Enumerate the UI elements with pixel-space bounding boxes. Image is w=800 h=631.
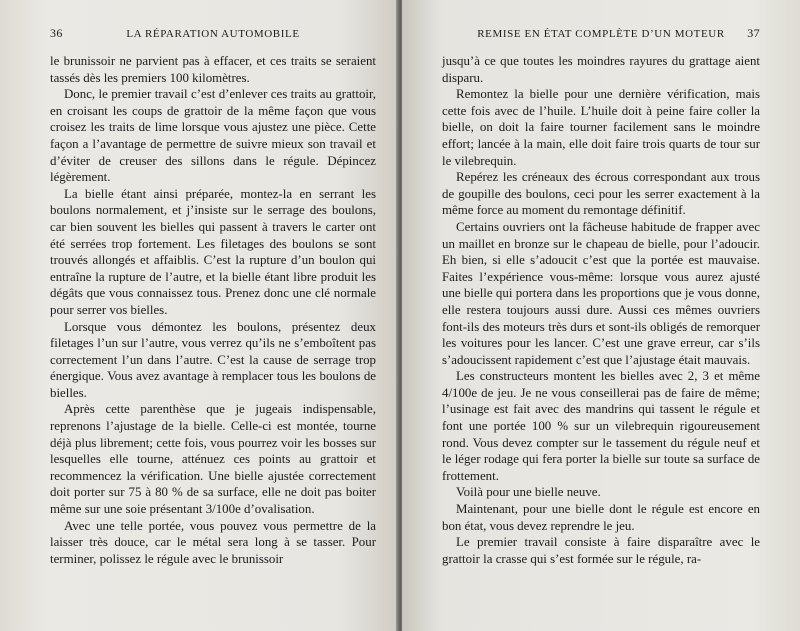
right-running-title: REMISE EN ÉTAT COMPLÈTE D’UN MOTEUR: [477, 28, 725, 40]
right-running-head: [442, 26, 760, 41]
left-running-title: LA RÉPARATION AUTOMOBILE: [126, 28, 300, 40]
paragraph: jusqu’à ce que toutes les moindres rayures du grattage aient disparu.: [442, 54, 760, 85]
paragraph: Certains ouvriers ont la fâcheuse habitude de frapper avec un maillet en bronze sur le chapeau de bielle, pour l’adoucir. Eh bien, si elle s’adoucit c’est que la portée est mauvaise. Faites l’expérience vous-même: lorsque vous aurez ajusté une bielle qui portera dans les proportions que je vous donne, elle restera toujours aussi dure. Aussi ces mêmes ouvriers font-ils des moteurs très durs et sont-ils obligés de remorquer les voitures pour les lancer. C’est une grave erreur, car s’ils s’adoucissent rapidement c’est que l’ajustage était mauvais.: [442, 219, 760, 367]
left-page-text: [50, 53, 376, 567]
paragraph: le brunissoir ne parvient pas à effacer, et ces traits se seraient tassés dès les premiers 100 kilomètres.: [50, 54, 376, 85]
left-page-number: 36: [50, 26, 63, 40]
right-page: [402, 0, 800, 631]
paragraph: Avec une telle portée, vous pouvez vous permettre de la laisser très douce, car le métal sera long à se tasser. Pour terminer, polissez le régule avec le brunissoir: [50, 518, 376, 566]
paragraph: Repérez les créneaux des écrous correspondant aux trous de goupille des boulons, ceci pour les serrer exactement à la même force au moment du remontage définitif.: [442, 170, 760, 218]
paragraph: Lorsque vous démontez les boulons, présentez deux filetages l’un sur l’autre, vous verrez qu’ils ne s’emboîtent pas correctement l’un dans l’autre. C’est la cause de serrage trop énergique. Vous avez avantage à remplacer tous les boulons de bielles.: [50, 319, 376, 400]
paragraph: La bielle étant ainsi préparée, montez-la en serrant les boulons normalement, et j’insiste sur le serrage des boulons, car bien souvent les bielles qui passent à travers le carter ont été serrées trop fortement. Les filetages des boulons se sont trouvés allongés et affaiblis. C’est la rupture d’un boulon qui entraîne la rupture de l’autre, et la bielle étant libre produit les dégâts que vous connaissez tous. Prenez donc une clé normale pour serrer vos bielles.: [50, 186, 376, 317]
left-page: [0, 0, 398, 631]
paragraph: Voilà pour une bielle neuve.: [456, 485, 601, 500]
paragraph: Les constructeurs montent les bielles avec 2, 3 et même 4/100e de jeu. Je ne vous conseillerai pas de faire de même; l’usinage est fait avec des mandrins qui tassent le régule et font une portée 100 % sur un vilebrequin rigoureusement rond. Vous devez compter sur le tassement du régule neuf et le léger rodage qui fera porter la bielle sur toute sa surface de frottement.: [442, 369, 760, 483]
right-page-number: 37: [747, 26, 760, 40]
right-page-text: [442, 53, 760, 567]
paragraph: Remontez la bielle pour une dernière vérification, mais cette fois avec de l’huile. L’huile doit à peine faire coller la bielle, on doit la faire tourner facilement sans le moindre effort; lancée à la main, elle doit faire trois quarts de tour sur le vilebrequin.: [442, 87, 760, 168]
paragraph: Après cette parenthèse que je jugeais indispensable, reprenons l’ajustage de la bielle. Celle-ci est montée, tourne déjà plus librement; cette fois, vous pourrez voir les bosses sur lesquelles elle tourne, atténuez ces points au grattoir et recommencez la vérification. Une bielle ajustée correctement doit porter sur 75 à 80 % de sa surface, elle ne doit pas boiter même sur une soie présentant 3/100e d’ovalisation.: [50, 402, 376, 517]
paragraph: Le premier travail consiste à faire disparaître avec le grattoir la crasse qui s’est formée sur le régule, ra-: [442, 535, 760, 566]
paragraph: Donc, le premier travail c’est d’enlever ces traits au grattoir, en croisant les coups de grattoir de la même façon que vous croisez les traits de lime lorsque vous ajustez une pièce. Cette façon a l’avantage de permettre de suivre mieux son travail et d’éviter de creuser des sillons dans le régule. Dépincez légèrement.: [50, 87, 376, 185]
left-running-head: [50, 26, 376, 41]
paragraph: Maintenant, pour une bielle dont le régule est encore en bon état, vous devez reprendre le jeu.: [442, 502, 760, 533]
